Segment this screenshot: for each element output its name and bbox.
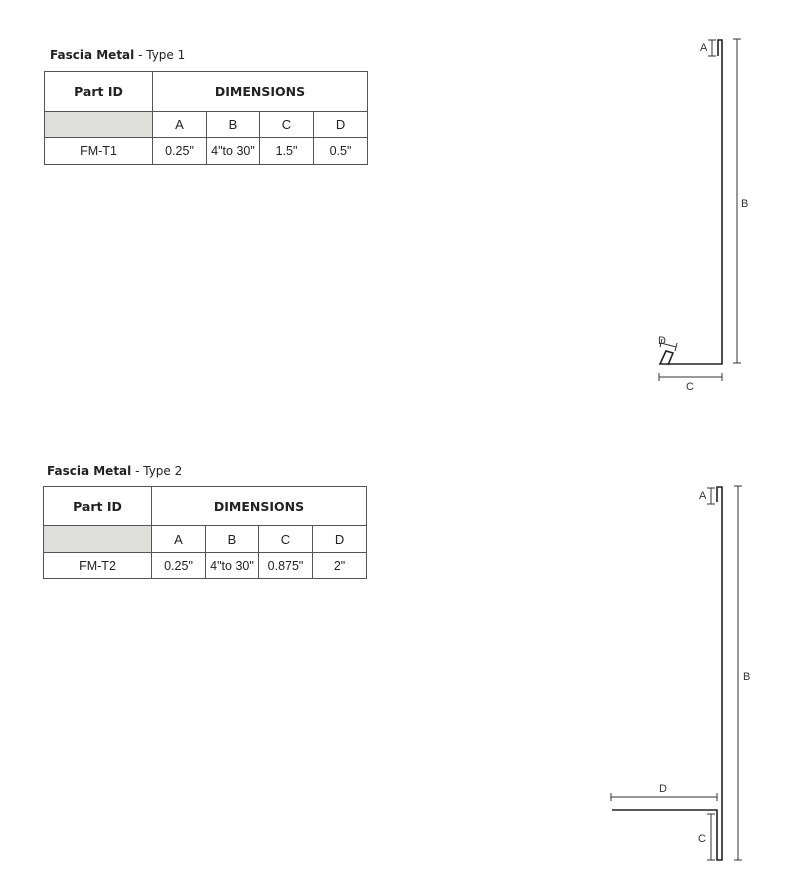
type1-col-d: D — [314, 112, 368, 138]
type1-part-id: FM-T1 — [45, 138, 153, 165]
type2-value-a: 0.25" — [152, 553, 206, 579]
type2-profile-shape — [612, 487, 722, 860]
type2-col-b: B — [206, 526, 259, 553]
type2-title-separator: - — [131, 464, 144, 478]
type1-dimensions-header: DIMENSIONS — [153, 72, 368, 112]
type1-col-b: B — [207, 112, 260, 138]
type2-label-d: D — [659, 783, 667, 795]
type1-label-c: C — [686, 381, 694, 393]
type2-title-main: Fascia Metal — [47, 464, 132, 478]
type1-dimension-b — [733, 39, 741, 363]
type2-profile-diagram — [611, 486, 750, 860]
type1-label-a: A — [700, 42, 708, 54]
type1-value-b: 4"to 30" — [207, 138, 260, 165]
type2-dimensions-header: DIMENSIONS — [152, 487, 367, 526]
type2-label-b: B — [743, 671, 751, 683]
type2-dimension-c — [707, 814, 715, 860]
type1-label-b: B — [741, 198, 749, 210]
type2-part-id: FM-T2 — [44, 553, 152, 579]
type1-col-a: A — [153, 112, 207, 138]
type1-dimension-c — [659, 373, 722, 381]
type1-value-d: 0.5" — [314, 138, 368, 165]
type1-title-separator: - — [134, 48, 147, 62]
type2-part-id-header: Part ID — [44, 487, 152, 526]
type2-dimension-b — [734, 486, 742, 860]
type2-value-c: 0.875" — [259, 553, 313, 579]
type1-value-a: 0.25" — [153, 138, 207, 165]
type1-col-c: C — [260, 112, 314, 138]
type1-title-subtitle: Type 1 — [146, 48, 186, 62]
type2-dimension-a — [707, 488, 715, 504]
type1-value-c: 1.5" — [260, 138, 314, 165]
type2-col-a: A — [152, 526, 206, 553]
type2-title-subtitle: Type 2 — [143, 464, 183, 478]
type2-value-b: 4"to 30" — [206, 553, 259, 579]
type2-label-c: C — [698, 833, 706, 845]
type2-col-c: C — [259, 526, 313, 553]
type1-profile-shape — [660, 40, 722, 365]
type1-title-main: Fascia Metal — [50, 48, 135, 62]
type2-label-a: A — [699, 490, 707, 502]
type1-part-id-header: Part ID — [45, 72, 153, 112]
type1-label-d: D — [658, 335, 666, 347]
type2-col-d: D — [313, 526, 367, 553]
type1-profile-diagram — [658, 39, 748, 393]
type1-dimension-a — [708, 40, 716, 56]
type2-value-d: 2" — [313, 553, 367, 579]
